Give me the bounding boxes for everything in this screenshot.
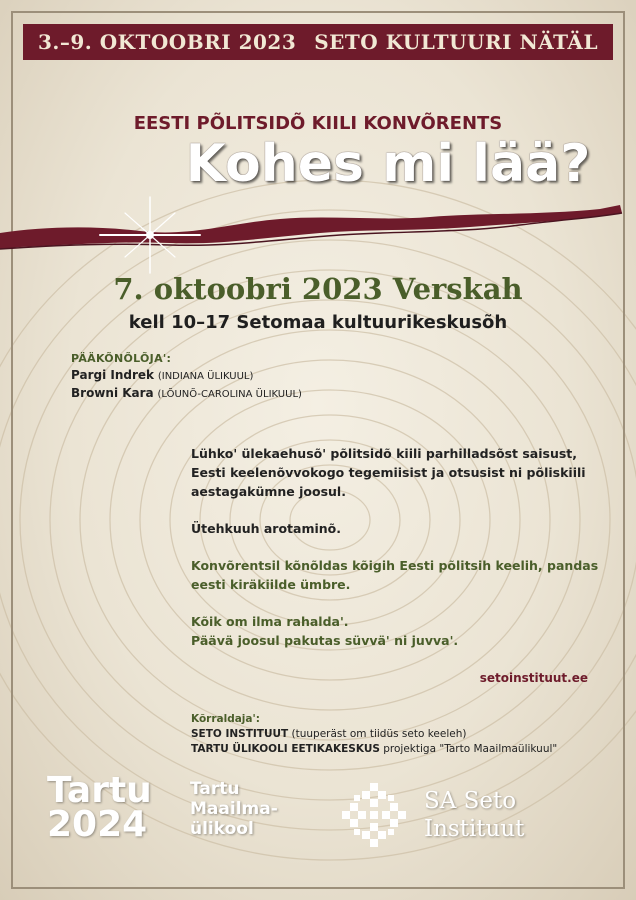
tartu-maailmaulikool-logo: [190, 779, 278, 839]
festival-banner: [23, 24, 613, 60]
organizer-item: [191, 727, 557, 742]
free-entry-line: Kõik om ilma rahalda'.: [191, 614, 349, 629]
logo-text: 2024: [47, 804, 148, 845]
speaker-item: [71, 385, 302, 403]
organizer-note: projektiga "Tarto Maailmaülikuul": [379, 743, 558, 755]
seto-ornament-icon: [340, 781, 408, 849]
speaker-affiliation: (INDIANA ÜLIKUUL): [157, 371, 254, 382]
logo-text: Tartu: [47, 770, 152, 811]
star-burst-icon: [95, 195, 205, 275]
speaker-name: Pargi Indrek: [71, 368, 155, 382]
tartu-2024-logo: [47, 770, 152, 845]
event-time-venue: kell 10–17 Setomaa kultuurikeskusõh: [128, 312, 508, 333]
logo-text: Maailma-: [190, 799, 278, 819]
organizers-section: [191, 712, 557, 757]
banner-festival: SETO KULTUURI NÄTÄL: [314, 30, 599, 54]
description-paragraph: Konvõrentsil kõnõldas kõigih Eesti põlitsih keelih, pandas eesti kiräkiilde ümbre.: [191, 558, 599, 592]
seto-instituut-logo: [424, 787, 524, 843]
logo-text: ülikool: [190, 819, 254, 839]
description-paragraph: Ütehkuuh arotaminõ.: [191, 521, 342, 536]
speakers-section: [71, 350, 302, 403]
website-link[interactable]: setoinstituut.ee: [479, 671, 588, 685]
description-paragraph: [191, 612, 601, 650]
event-date-place: 7. oktoobri 2023 Verskah: [113, 272, 523, 306]
conference-subtitle: EESTI PÕLITSIDÕ KIILI KONVÕRENTS: [133, 113, 503, 134]
organizer-name: SETO INSTITUUT: [191, 728, 289, 740]
description-paragraph: Lühko' ülekaehusõ' põlitsidõ kiili parhilladsõst saisust, Eesti keelenõvvokogo tegemiisist ja otsusist ni põliskiili aestagakümne joosul.: [191, 446, 586, 499]
organizer-name: TARTU ÜLIKOOLI EETIKAKESKUS: [191, 743, 380, 755]
speaker-affiliation: (LÕUNÕ-CAROLINA ÜLIKUUL): [157, 389, 302, 400]
speakers-heading: PÄÄKÕNÕLÕJA':: [71, 352, 172, 365]
speaker-name: Browni Kara: [71, 386, 154, 400]
organizers-heading: Kõrraldaja':: [191, 713, 260, 725]
organizer-note: (tuuperäst om tiidüs seto keeleh): [288, 728, 467, 740]
banner-dates: 3.–9. OKTOOBRI 2023: [37, 30, 297, 54]
catering-line: Päävä joosul pakutas süvvä' ni juvva'.: [191, 633, 459, 648]
organizer-item: [191, 742, 557, 757]
logo-text: Instituut: [424, 816, 525, 842]
logo-text: SA Seto: [424, 788, 517, 814]
speaker-item: [71, 367, 302, 385]
page-title: Kohes mi lää?: [185, 134, 591, 194]
description-body: [191, 444, 601, 650]
logo-text: Tartu: [190, 779, 240, 799]
